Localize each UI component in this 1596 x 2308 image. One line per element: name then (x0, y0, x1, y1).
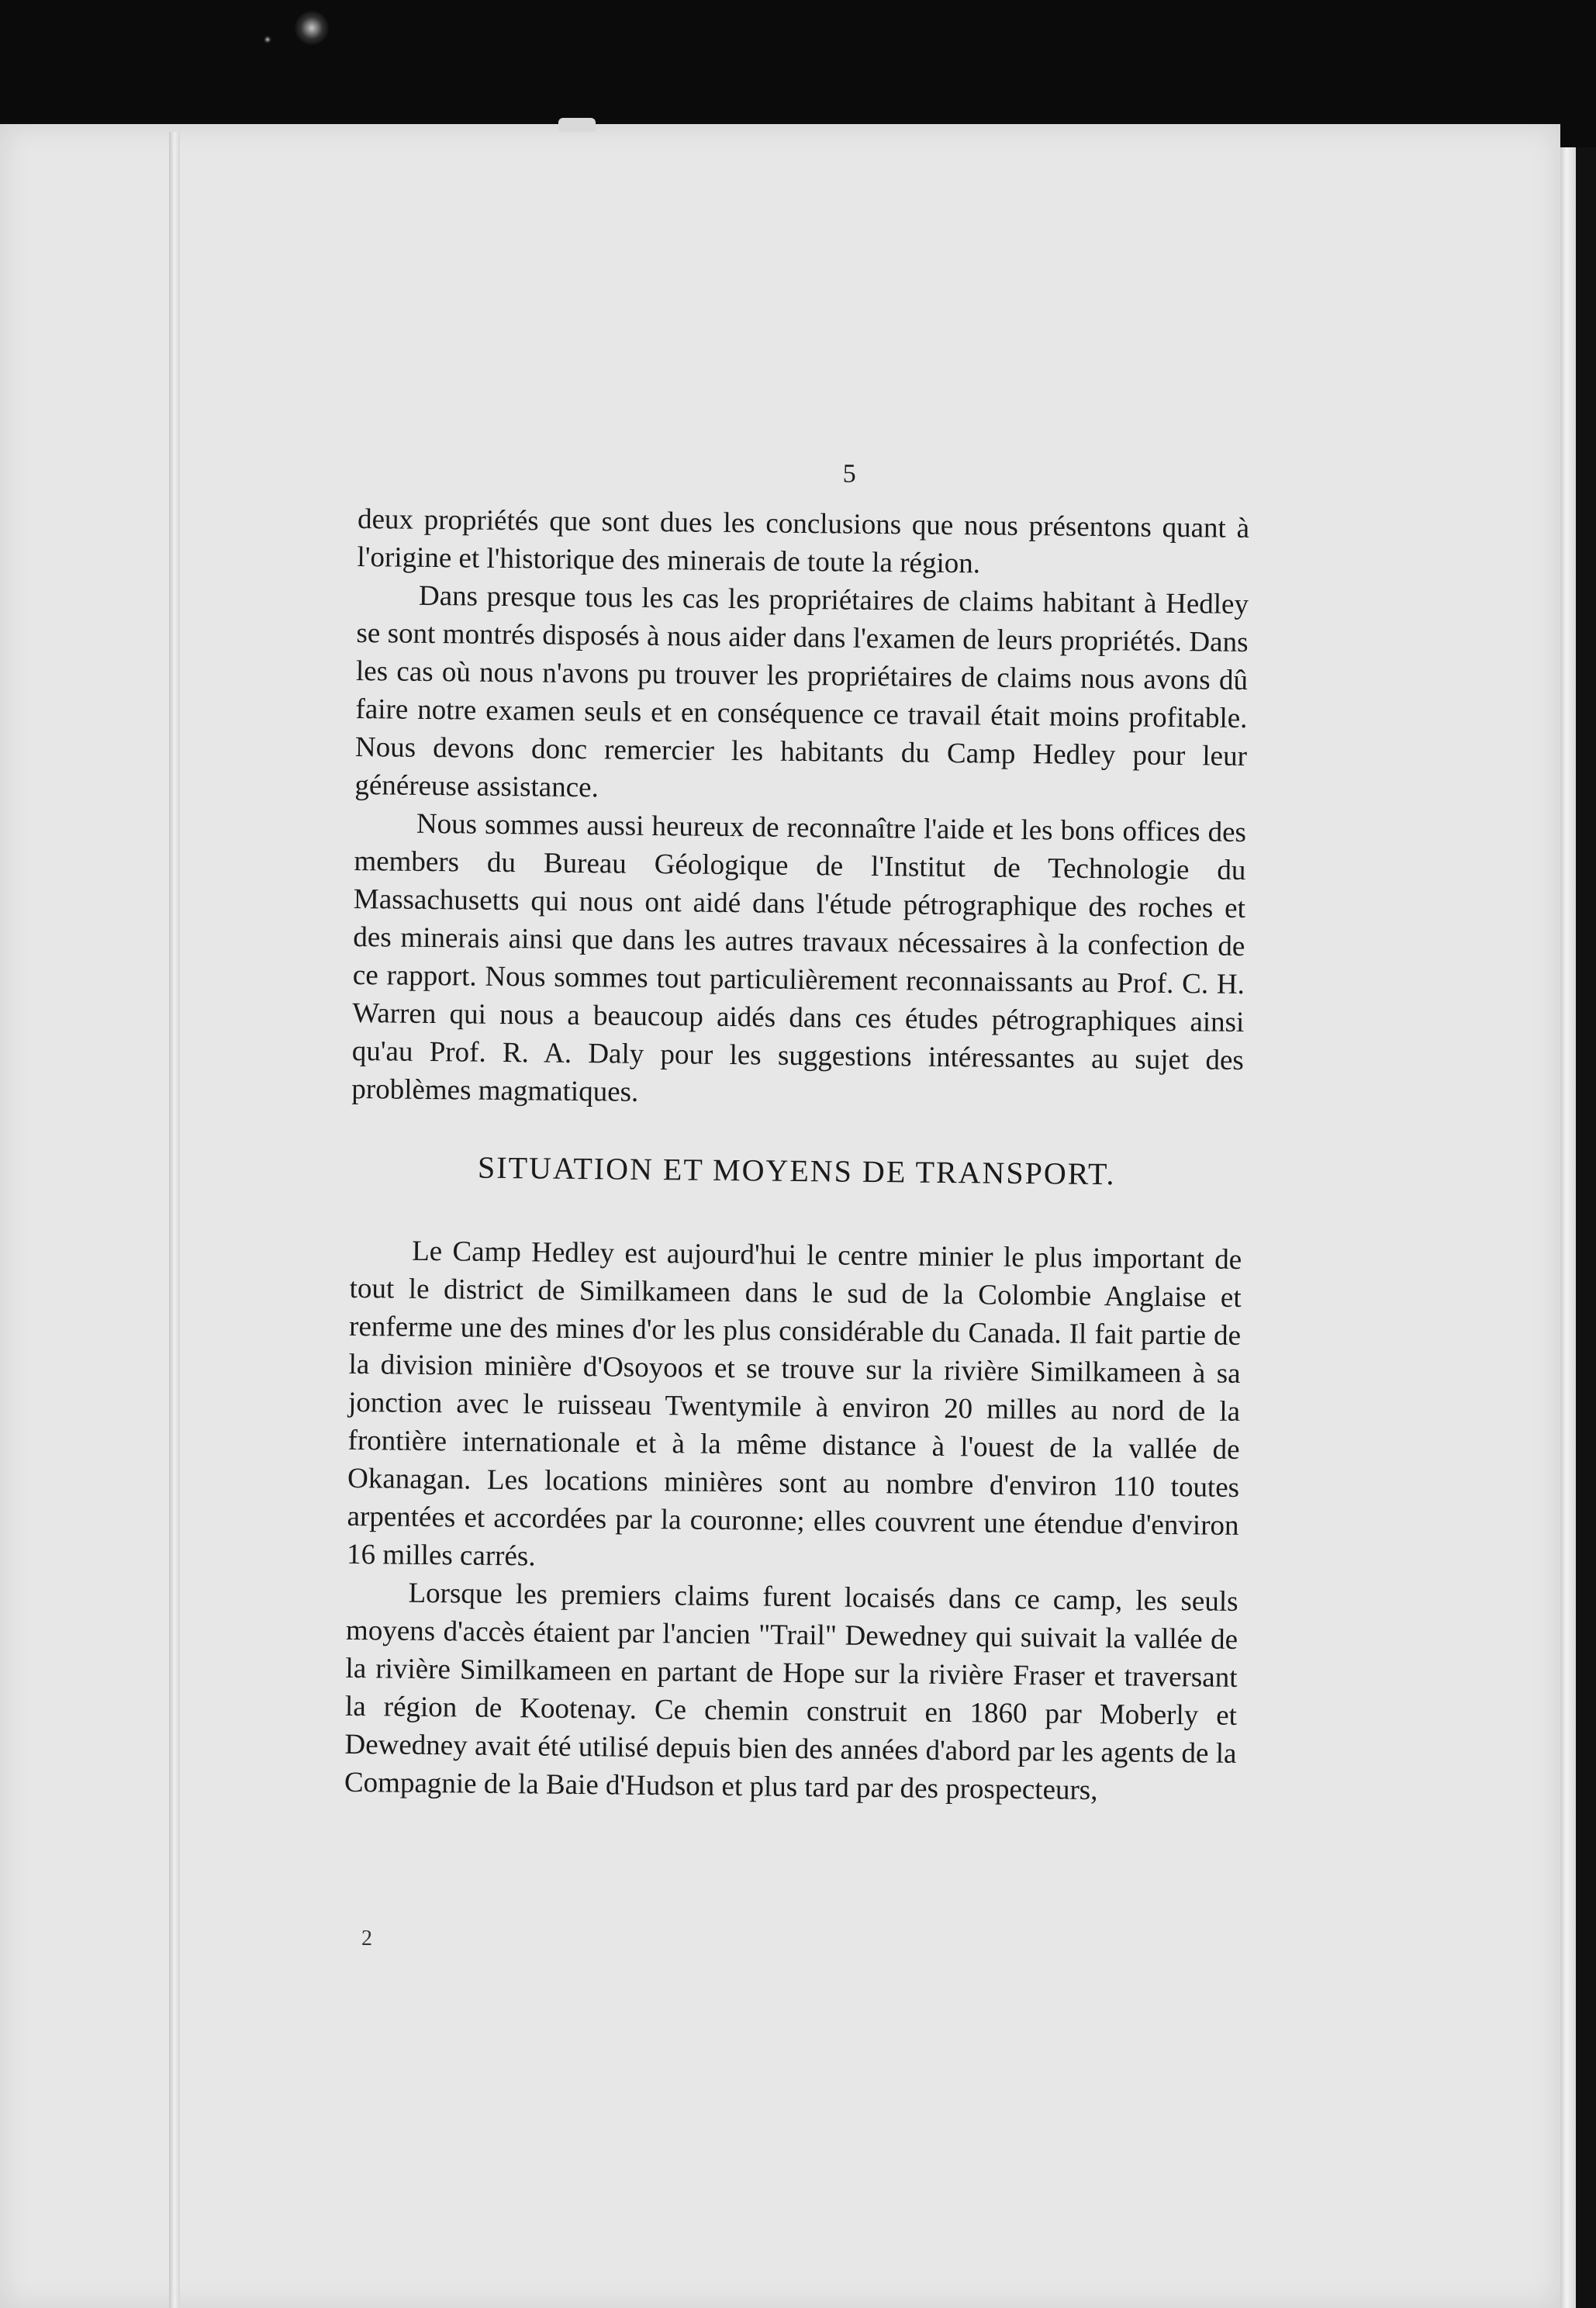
page-tab (558, 118, 596, 132)
paragraph-continuation: deux propriétés que sont dues les conclusions que nous présentons quant à l'origine et l'historique des minerais de toute la région. (357, 503, 1250, 580)
book-spine-gutter (169, 132, 180, 2308)
page-edge-shadow (1576, 147, 1596, 2308)
page-edge (1560, 147, 1576, 2308)
paragraph: Lorsque les premiers claims furent locaisés dans ce camp, les seuls moyens d'accès étaient par l'ancien "Trail" Dewedney qui suivait la vallée de la rivière Similkameen en partant de Hope sur la rivière Fraser et traversant la région de Kootenay. Ce chemin construit en 1860 par Moberly et Dewedney avait été utilisé depuis bien des années d'abord par les agents de la Compagnie de la Baie d'Hudson et plus tard par des prospecteurs, (344, 1577, 1238, 1807)
paragraph: Dans presque tous les cas les propriétaires de claims habitant à Hedley se sont montrés disposés à nous aider dans l'examen de leurs propriétés. Dans les cas où nous n'avons pu trouver les propriétaires de claims nous avons dû faire notre examen seuls et en conséquence ce travail était moins profitable. Nous devons donc remercier les habitants du Camp Hedley pour leur généreuse assistance. (354, 579, 1249, 804)
signature-mark: 2 (361, 1926, 372, 1950)
page-text-block (344, 450, 1250, 1811)
paragraph: Nous sommes aussi heureux de reconnaître l'aide et les bons offices des members du Bureau Géologique de l'Institut de Technologie du Massachusetts qui nous ont aidé dans l'étude pétrographique des roches et des minerais ainsi que dans les autres travaux nécessaires à la confection de ce rapport. Nous sommes tout particulièrement reconnaissants au Prof. C. H. Warren qui nous a beaucoup aidés dans ces études pétrographiques ainsi qu'au Prof. R. A. Daly pour les suggestions intéressantes au sujet des problèmes magmatiques. (351, 807, 1247, 1108)
dust-speck (295, 11, 329, 45)
dust-speck (264, 36, 271, 43)
section-heading: SITUATION ET MOYENS DE TRANSPORT. (477, 1149, 1116, 1192)
page-number: 5 (842, 459, 857, 489)
paragraph: Le Camp Hedley est aujourd'hui le centre minier le plus important de tout le district de Similkameen dans le sud de la Colombie Anglaise et renferme une des mines d'or les plus considérable du Canada. Il fait partie de la division minière d'Osoyoos et se trouve sur la rivière Similkameen à sa jonction avec le ruisseau Twentymile à environ 20 milles au nord de la frontière internationale et à la même distance à l'ouest de la vallée de Okanagan. Les locations minières sont au nombre d'environ 110 toutes arpentées et accordées par la couronne; elles couvrent une étendue d'environ 16 milles carrés. (346, 1235, 1242, 1573)
